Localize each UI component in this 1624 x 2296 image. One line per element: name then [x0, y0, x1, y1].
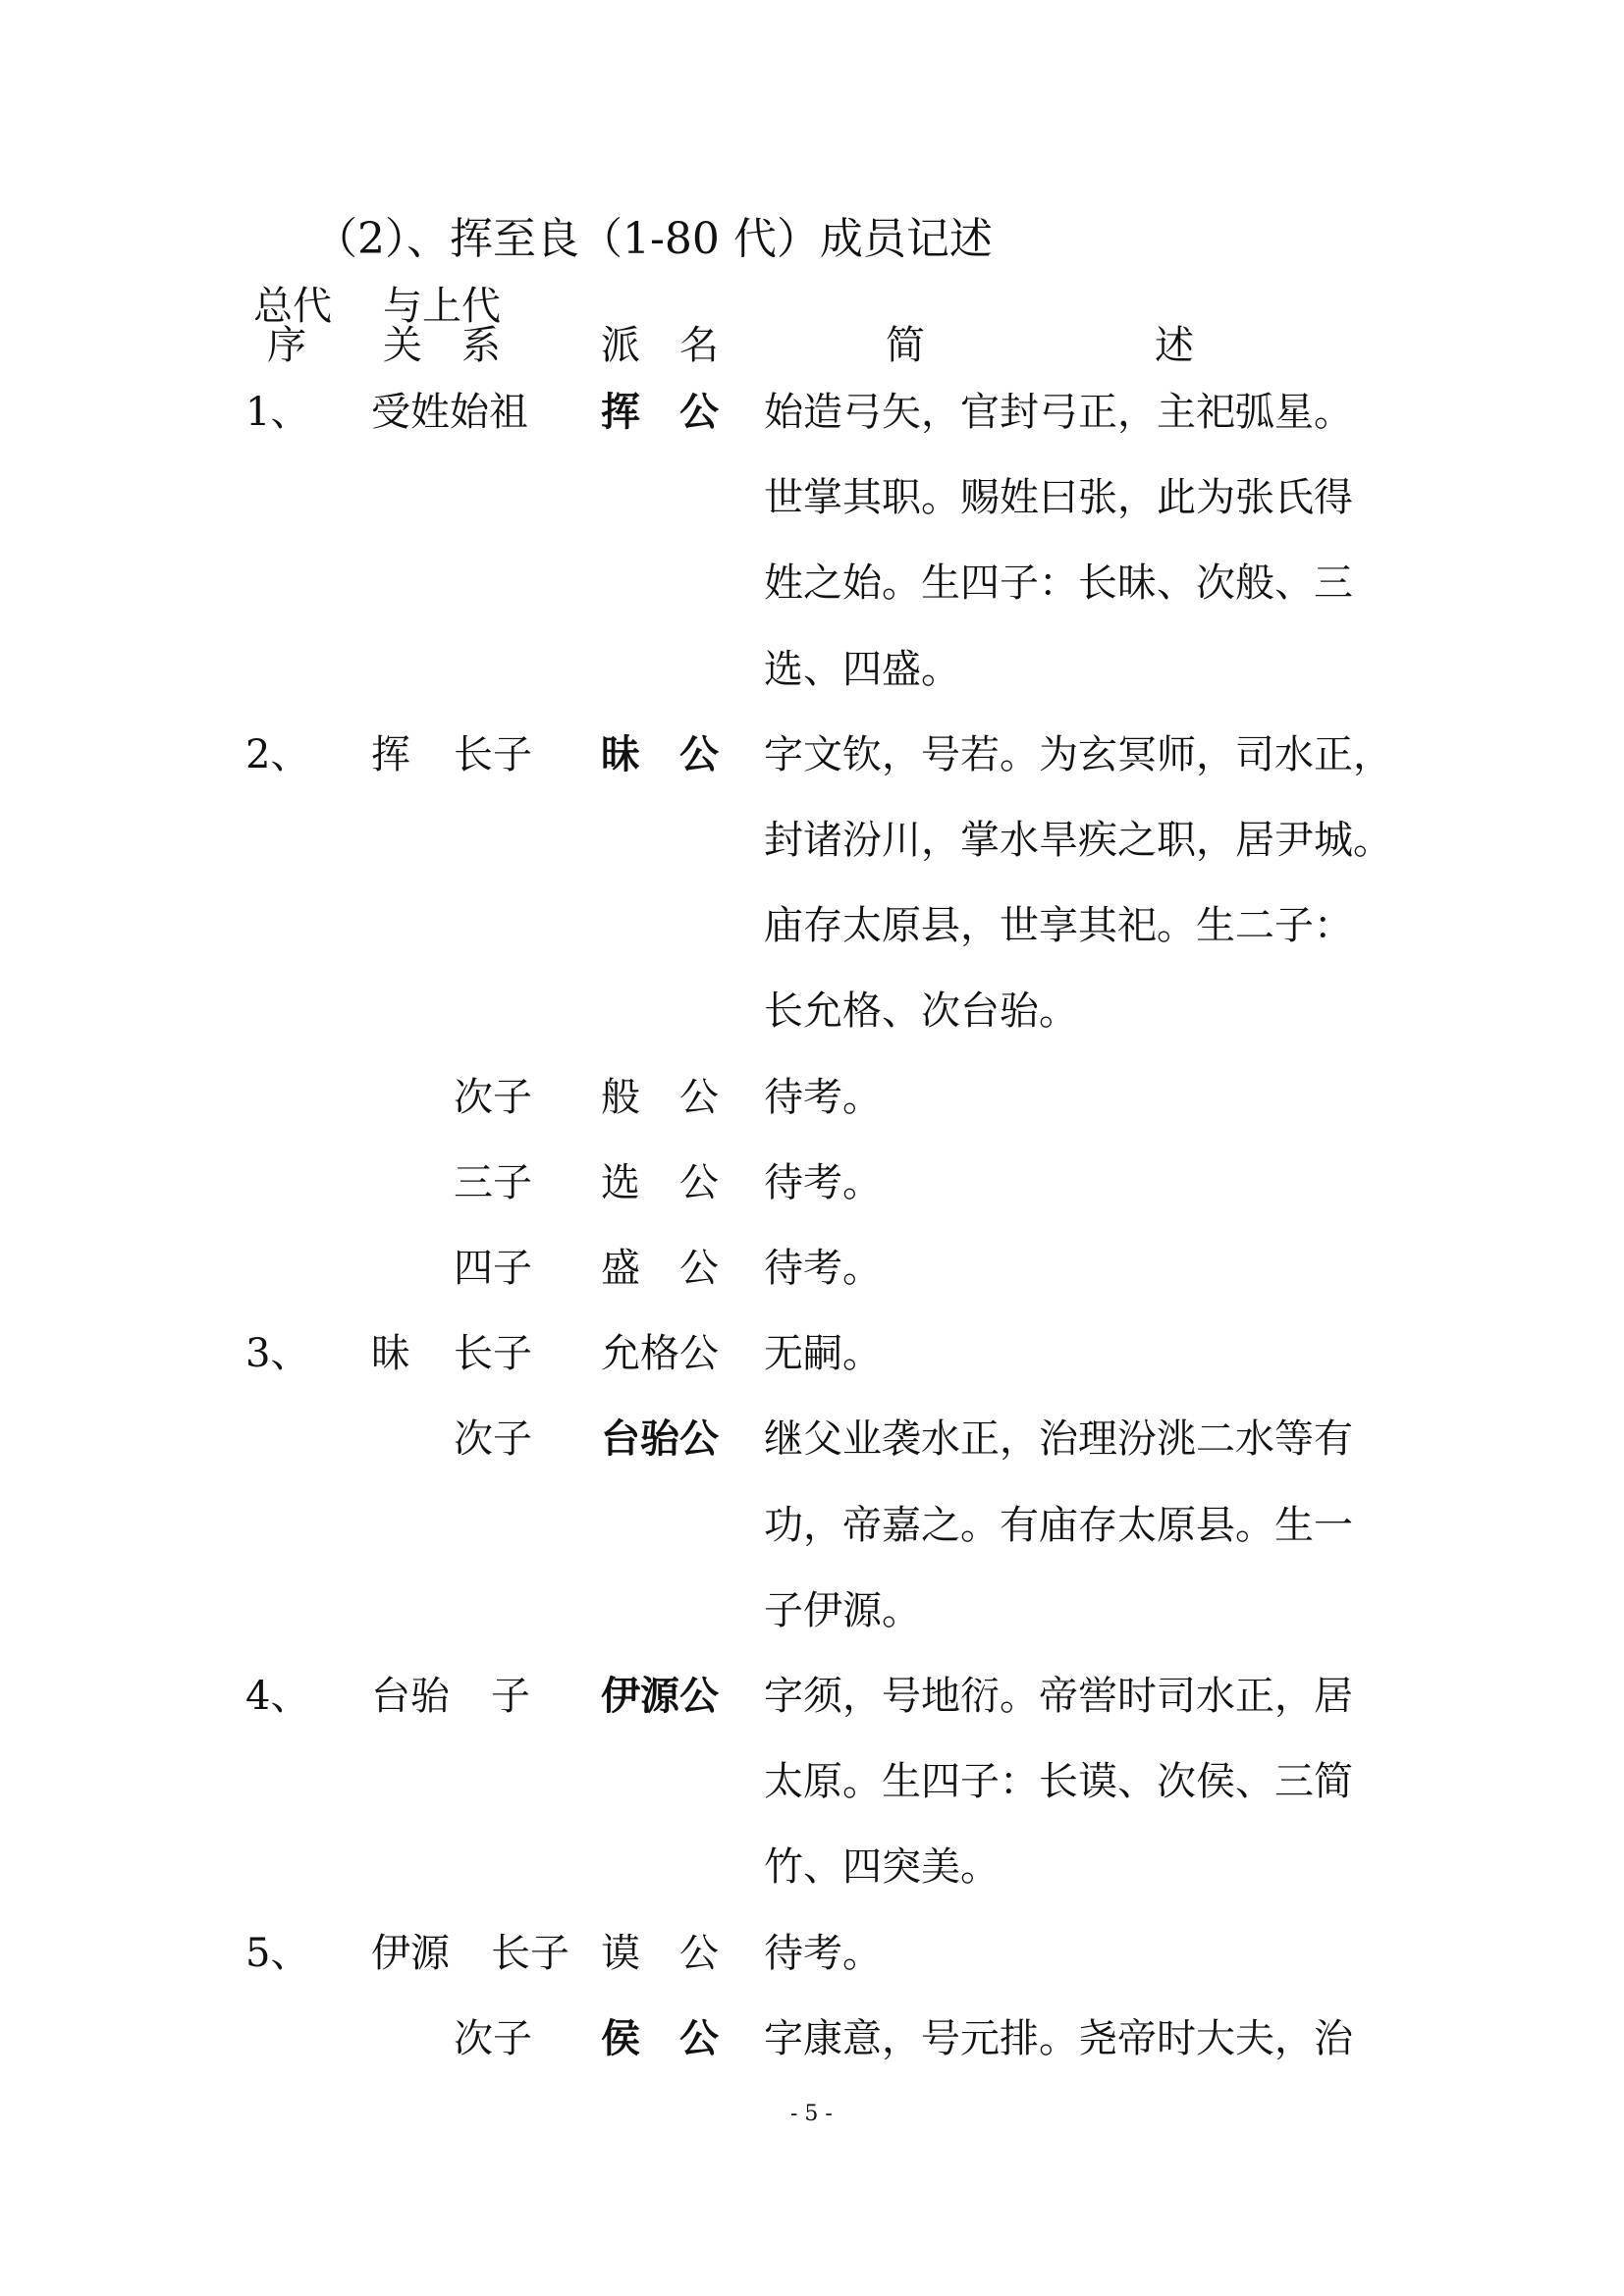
header-seq-line1: 总代	[253, 284, 332, 329]
row-desc-line: 继父业袭水正，治理汾洮二水等有	[764, 1416, 1353, 1463]
row-relation: 受姓始祖	[371, 390, 528, 435]
row-parent: 昧	[371, 1331, 410, 1377]
row-desc-line: 世掌其职。赐姓曰张，此为张氏得	[764, 475, 1353, 521]
row-desc-line: 待考。	[764, 1074, 882, 1120]
row-desc-line: 庙存太原县，世享其祀。生二子：	[764, 903, 1353, 949]
row-name: 允格公	[601, 1331, 719, 1377]
header-rel-line1: 与上代	[383, 284, 501, 329]
header-name-line2: 派 名	[601, 323, 719, 368]
row-name: 般 公	[601, 1074, 719, 1120]
row-desc-line: 字康意，号元排。尧帝时大夫，治	[764, 2015, 1353, 2061]
page-number: - 5 -	[790, 2102, 833, 2126]
row-seq: 1、	[245, 390, 310, 435]
row-desc-line: 姓之始。生四子：长昧、次般、三	[764, 561, 1353, 607]
header-rel-line2: 关 系	[383, 323, 501, 368]
row-desc-line: 无嗣。	[764, 1331, 882, 1377]
row-desc-line: 太原。生四子：长谟、次侯、三简	[764, 1759, 1353, 1805]
row-name: 盛 公	[601, 1246, 719, 1291]
row-desc-line: 选、四盛。	[764, 646, 960, 692]
row-relation: 长子	[454, 731, 532, 777]
row-name: 谟 公	[601, 1930, 719, 1976]
header-desc-line2-a: 简	[886, 323, 925, 368]
row-relation: 长子	[454, 1331, 532, 1377]
row-name: 侯 公	[601, 2014, 719, 2061]
row-desc-line: 待考。	[764, 1159, 882, 1205]
row-seq: 2、	[245, 731, 310, 777]
row-relation: 次子	[454, 1074, 532, 1120]
row-parent: 挥	[371, 731, 410, 777]
row-relation: 次子	[454, 1416, 532, 1463]
row-parent: 伊源	[371, 1930, 450, 1976]
header-desc-line2-b: 述	[1155, 323, 1194, 368]
row-desc-line: 子伊源。	[764, 1587, 921, 1633]
header-seq-line2: 序	[267, 323, 306, 368]
row-desc-line: 长允格、次台骀。	[764, 988, 1078, 1035]
row-seq: 5、	[245, 1930, 310, 1976]
row-desc-line: 待考。	[764, 1930, 882, 1976]
row-name: 伊源公	[601, 1673, 719, 1719]
row-desc-line: 竹、四突美。	[764, 1844, 1000, 1891]
row-seq: 4、	[245, 1674, 310, 1719]
row-relation: 次子	[454, 2015, 532, 2061]
row-desc-line: 始造弓矢，官封弓正，主祀弧星。	[764, 390, 1353, 435]
row-name: 台骀公	[601, 1415, 719, 1463]
row-desc-line: 封诸汾川，掌水旱疾之职，居尹城。	[764, 818, 1392, 863]
row-relation: 长子	[491, 1930, 569, 1976]
row-desc-line: 功，帝嘉之。有庙存太原县。生一	[764, 1502, 1353, 1548]
row-desc-line: 字文钦，号若。为玄冥师，司水正，	[764, 731, 1392, 777]
row-seq: 3、	[245, 1331, 310, 1377]
row-relation: 子	[491, 1674, 530, 1719]
row-name: 昧 公	[601, 730, 719, 777]
row-desc-line: 待考。	[764, 1246, 882, 1291]
row-name: 挥 公	[601, 389, 719, 435]
row-parent: 台骀	[371, 1674, 450, 1719]
page-title: （2）、挥至良（1-80 代）成员记述	[314, 214, 993, 264]
row-relation: 三子	[454, 1159, 532, 1205]
row-desc-line: 字须，号地衍。帝喾时司水正，居	[764, 1674, 1353, 1719]
row-relation: 四子	[454, 1246, 532, 1291]
row-name: 选 公	[601, 1159, 719, 1205]
